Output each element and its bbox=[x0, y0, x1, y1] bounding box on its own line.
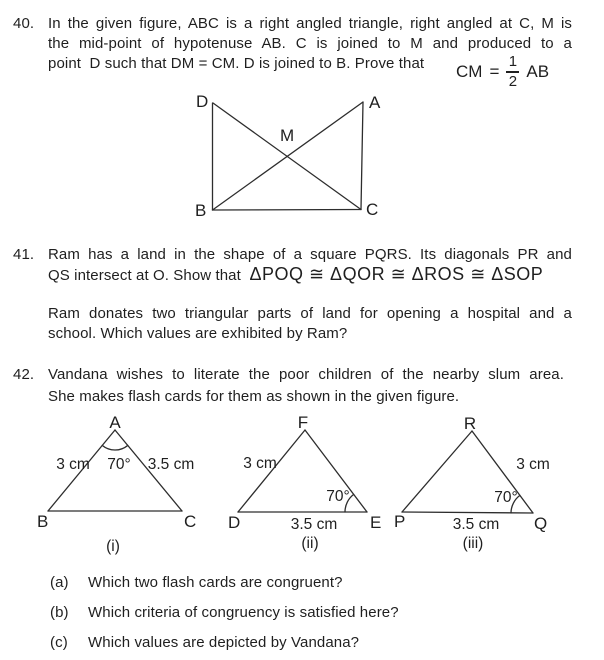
part-c-text: Which values are depicted by Vandana? bbox=[88, 634, 360, 651]
formula-lhs: CM bbox=[456, 61, 483, 81]
fraction-denominator: 2 bbox=[508, 72, 518, 90]
part-b-label: (b) bbox=[50, 604, 69, 621]
card2-angle-value: 70° bbox=[326, 488, 350, 505]
card1-angle-value: 70° bbox=[107, 456, 131, 473]
card3-label-apex: R bbox=[463, 414, 477, 433]
card2-caption: (ii) bbox=[301, 535, 319, 552]
question-42-number: 42. bbox=[13, 366, 35, 383]
card3-label-right: Q bbox=[534, 514, 548, 533]
card2-left-side-length: 3 cm bbox=[243, 455, 277, 472]
part-a-label: (a) bbox=[50, 574, 69, 591]
question-41-line-1: Ram has a land in the shape of a square PQRS. Its diagonals PR and bbox=[48, 246, 572, 263]
question-41-line-2-text: QS intersect at O. Show that bbox=[48, 267, 246, 284]
card3-right-side-length: 3 cm bbox=[516, 456, 550, 473]
formula-cm-half-ab bbox=[456, 54, 549, 90]
formula-rhs: AB bbox=[526, 61, 550, 81]
fig40-label-a: A bbox=[369, 93, 381, 112]
question-40-line-3: point D such that DM = CM. D is joined to B. Prove that bbox=[48, 55, 425, 72]
equals-sign: = bbox=[489, 61, 500, 81]
congruence-statement: ΔPOQ ≅ ΔQOR ≅ ΔROS ≅ ΔSOP bbox=[249, 264, 544, 284]
question-41-number: 41. bbox=[13, 246, 35, 263]
card2-label-apex: F bbox=[297, 413, 309, 432]
fig40-label-d: D bbox=[196, 92, 209, 111]
part-b-text: Which criteria of congruency is satisfied here? bbox=[88, 604, 399, 621]
flash-card-i bbox=[25, 412, 210, 559]
card2-bottom-side-length: 3.5 cm bbox=[290, 516, 338, 533]
part-a-text: Which two flash cards are congruent? bbox=[88, 574, 343, 591]
card2-label-right: E bbox=[370, 513, 382, 532]
card1-left-side-length: 3 cm bbox=[56, 456, 90, 473]
segment-AC bbox=[361, 102, 363, 210]
card3-bottom-side-length: 3.5 cm bbox=[452, 516, 500, 533]
figure-q40-geometry bbox=[190, 88, 395, 226]
card3-side-PR bbox=[402, 431, 472, 512]
card3-angle-value: 70° bbox=[494, 489, 518, 506]
fig40-label-b: B bbox=[195, 201, 207, 220]
fig40-label-c: C bbox=[366, 200, 379, 219]
card1-label-apex: A bbox=[109, 413, 121, 432]
card2-label-left: D bbox=[228, 513, 241, 532]
fig40-label-m: M bbox=[280, 126, 295, 145]
card3-label-left: P bbox=[394, 512, 406, 531]
card3-side-PQ bbox=[402, 512, 533, 513]
fraction-one-half bbox=[506, 54, 519, 90]
question-40-line-1: In the given figure, ABC is a right angled triangle, right angled at C, M is bbox=[48, 15, 572, 32]
card1-label-right: C bbox=[184, 512, 197, 531]
card1-caption: (i) bbox=[106, 538, 120, 555]
segment-BC bbox=[213, 210, 362, 211]
card1-label-left: B bbox=[37, 512, 49, 531]
question-40-number: 40. bbox=[13, 15, 35, 32]
part-c-label: (c) bbox=[50, 634, 68, 651]
question-42-line-2: She makes flash cards for them as shown in the given figure. bbox=[48, 388, 460, 405]
card1-angle-arc bbox=[102, 445, 128, 450]
flash-card-iii bbox=[388, 412, 563, 559]
flash-card-ii bbox=[220, 412, 392, 559]
question-40-line-2: the mid-point of hypotenuse AB. C is joined to M and produced to a bbox=[48, 35, 572, 52]
question-42-line-1: Vandana wishes to literate the poor children of the nearby slum area. bbox=[48, 366, 564, 383]
question-41-para2-line-1: Ram donates two triangular parts of land for opening a hospital and a bbox=[48, 305, 572, 322]
card3-caption: (iii) bbox=[462, 535, 484, 552]
fraction-numerator: 1 bbox=[508, 53, 518, 70]
card1-right-side-length: 3.5 cm bbox=[147, 456, 195, 473]
question-41-para2-line-2: school. Which values are exhibited by Ram? bbox=[48, 325, 348, 342]
question-41-line-2 bbox=[48, 266, 543, 284]
